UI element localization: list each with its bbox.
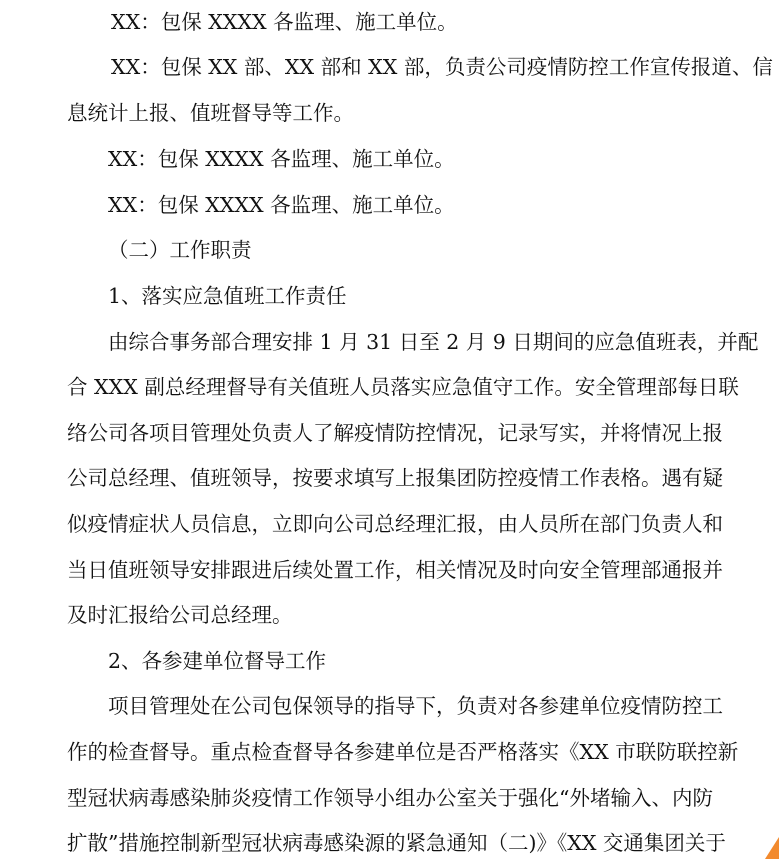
text-line: 息统计上报、值班督导等工作。 <box>67 101 354 125</box>
page-corner-marker <box>765 837 779 859</box>
text-line: 作的检查督导。重点检查督导各参建单位是否严格落实《XX 市联防联控新 <box>67 740 739 764</box>
section-heading: （二）工作职责 <box>108 238 252 262</box>
text-line: 合 XXX 副总经理督导有关值班人员落实应急值守工作。安全管理部每日联 <box>67 375 739 399</box>
text-line: 似疫情症状人员信息，立即向公司总经理汇报，由人员所在部门负责人和 <box>67 512 723 536</box>
text-line: XX：包保 XXXX 各监理、施工单位。 <box>108 147 455 171</box>
text-line: 当日值班领导安排跟进后续处置工作，相关情况及时向安全管理部通报并 <box>67 558 723 582</box>
text-line: XX：包保 XXXX 各监理、施工单位。 <box>111 10 458 34</box>
text-line: 由综合事务部合理安排 1 月 31 日至 2 月 9 日期间的应急值班表，并配 <box>108 330 759 354</box>
text-line: 及时汇报给公司总经理。 <box>67 603 293 627</box>
text-line: 型冠状病毒感染肺炎疫情工作领导小组办公室关于强化“外堵输入、内防 <box>67 786 713 810</box>
subsection-heading: 2、各参建单位督导工作 <box>108 649 327 673</box>
text-line: 公司总经理、值班领导，按要求填写上报集团防控疫情工作表格。遇有疑 <box>67 466 723 490</box>
text-line: XX：包保 XX 部、XX 部和 XX 部，负责公司疫情防控工作宣传报道、信 <box>111 55 773 79</box>
text-line: 项目管理处在公司包保领导的指导下，负责对各参建单位疫情防控工 <box>108 694 723 718</box>
subsection-heading: 1、落实应急值班工作责任 <box>108 284 347 308</box>
text-line: 络公司各项目管理处负责人了解疫情防控情况，记录写实，并将情况上报 <box>67 421 723 445</box>
text-line: XX：包保 XXXX 各监理、施工单位。 <box>108 193 455 217</box>
text-line: 扩散”措施控制新型冠状病毒感染源的紧急通知（二)》《XX 交通集团关于 <box>67 831 726 855</box>
